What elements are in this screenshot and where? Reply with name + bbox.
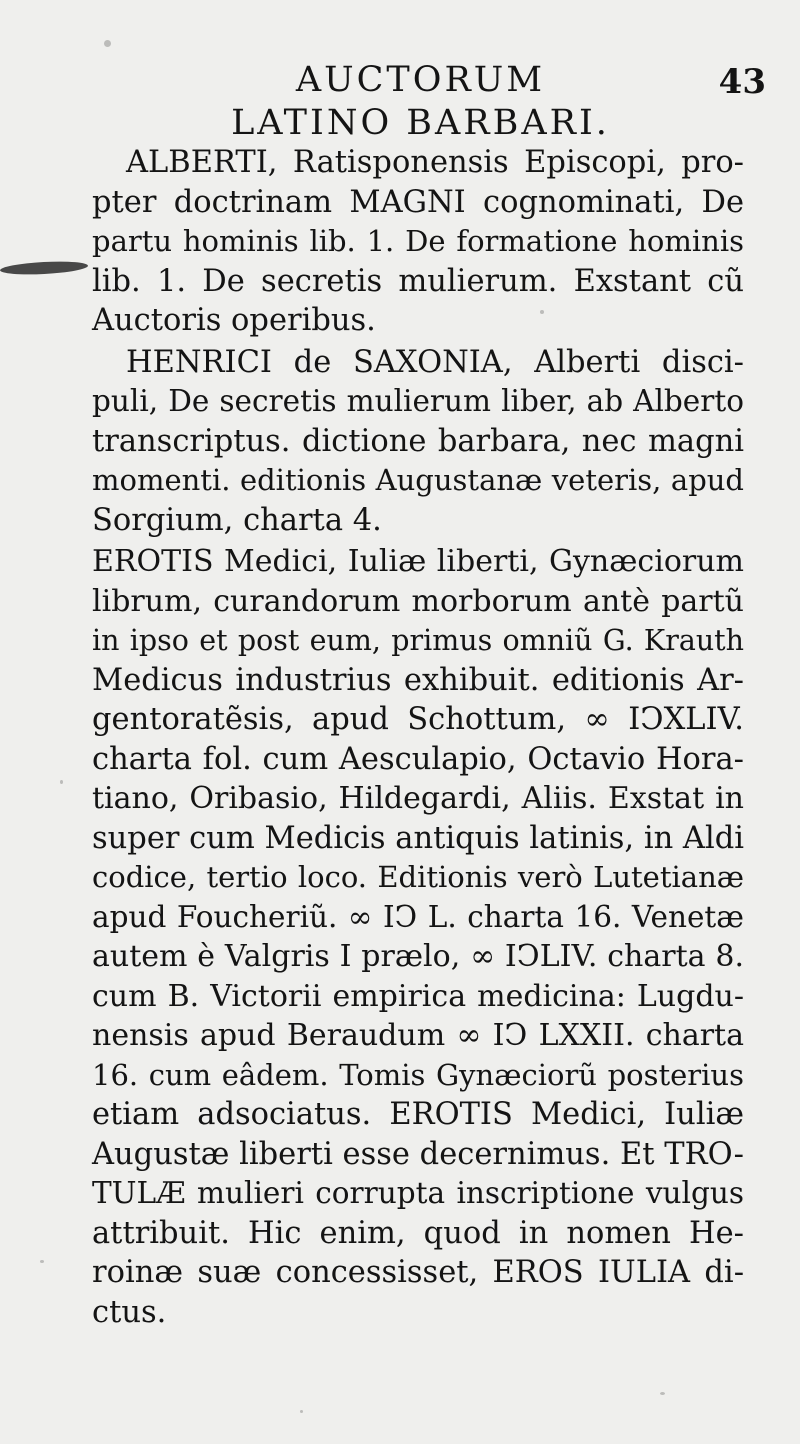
running-head <box>97 55 766 143</box>
text-line: in ipso et post eum, primus omniũ G. Krauth <box>92 624 744 657</box>
text-line: partu hominis lib. 1. De formatione hominis <box>92 224 744 258</box>
text-line: tiano, Oribasio, Hildegardi, Aliis. Exstat in <box>92 781 744 816</box>
text-line: Auctoris operibus. <box>92 303 376 338</box>
paper-speck <box>104 40 111 47</box>
text-line: momenti. editionis Augustanæ veteris, apud <box>92 463 744 497</box>
paper-speck <box>540 310 544 314</box>
entry-henrici <box>92 343 744 541</box>
text-line: pter doctrinam MAGNI cognominati, De <box>92 184 744 220</box>
entry-alberti <box>92 143 744 341</box>
text-line: ctus. <box>92 1294 167 1330</box>
text-block <box>92 55 766 1332</box>
text-line: HENRICI de SAXONIA, Alberti disci- <box>126 344 744 380</box>
text-line: charta fol. cum Aesculapio, Octavio Hora- <box>92 741 744 777</box>
page-number: 43 <box>718 62 766 102</box>
text-line: autem è Valgris I prælo, ∞ IↃLIV. charta 8. <box>92 939 744 974</box>
text-line: super cum Medicis antiquis latinis, in Aldi <box>92 820 744 856</box>
running-head-line-2: LATINO BARBARI. <box>231 103 610 143</box>
text-line: Sorgium, charta 4. <box>92 502 382 538</box>
text-line: cum B. Victorii empirica medicina: Lugdu- <box>92 978 744 1014</box>
paper-speck <box>40 1260 44 1263</box>
text-line: codice, tertio loco. Editionis verò Lutetianæ <box>92 860 744 894</box>
text-line: Medicus industrius exhibuit. editionis Ar- <box>92 662 744 698</box>
text-line: attribuit. Hic enim, quod in nomen He- <box>92 1215 744 1251</box>
paper-speck <box>660 1392 665 1395</box>
text-line: puli, De secretis mulierum liber, ab Alberto <box>92 384 744 418</box>
text-line: nensis apud Beraudum ∞ IↃ LXXII. charta <box>92 1018 744 1053</box>
text-line: EROTIS Medici, Iuliæ liberti, Gynæciorum <box>92 544 744 579</box>
text-line: lib. 1. De secretis mulierum. Exstant cũ <box>92 263 744 299</box>
text-line: TULÆ mulieri corrupta inscriptione vulgus <box>92 1176 744 1210</box>
text-line: ALBERTI, Ratisponensis Episcopi, pro- <box>126 145 744 180</box>
text-line: gentoratẽsis, apud Schottum, ∞ IↃXLIV. <box>92 702 744 737</box>
running-head-line-1: AUCTORUM <box>295 60 546 100</box>
entry-erotis <box>92 542 744 1332</box>
text-line: roinæ suæ concessisset, EROS IULIA di- <box>92 1255 744 1290</box>
paper-speck <box>300 1410 303 1413</box>
text-line: Augustæ liberti esse decernimus. Et TRO- <box>92 1136 744 1172</box>
text-line: etiam adsociatus. EROTIS Medici, Iuliæ <box>92 1097 744 1132</box>
text-line: transcriptus. dictione barbara, nec magni <box>92 423 744 459</box>
ink-smudge <box>0 260 88 277</box>
text-line: librum, curandorum morborum antè partũ <box>92 583 744 619</box>
text-line: 16. cum eâdem. Tomis Gynæciorũ posterius <box>92 1057 744 1092</box>
text-line: apud Foucheriũ. ∞ IↃ L. charta 16. Venetæ <box>92 899 744 934</box>
paper-speck <box>60 780 63 784</box>
